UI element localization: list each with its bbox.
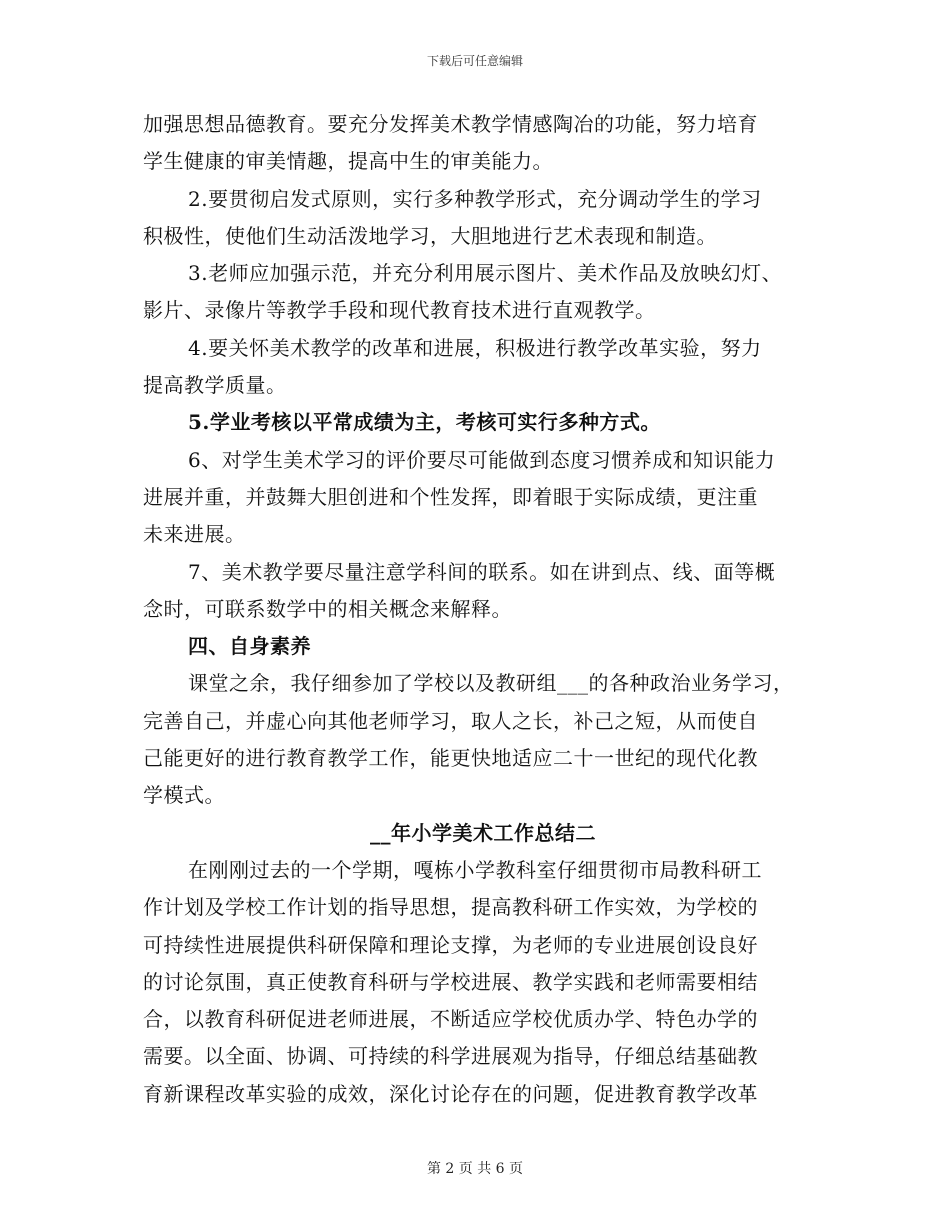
body-text-line: 的讨论氛围，真正使教育科研与学校进展、教学实践和老师需要相结 (143, 969, 758, 994)
page-number: 第 2 页 共 6 页 (426, 1161, 524, 1177)
body-text-line: 四、自身素养 (188, 634, 311, 659)
body-text-line: 6、对学生美术学习的评价要尽可能做到态度习惯养成和知识能力 (188, 447, 776, 472)
body-text-line: 课堂之余，我仔细参加了学校以及教研组___的各种政治业务学习， (188, 671, 794, 696)
body-text-line: 提高教学质量。 (143, 373, 287, 398)
body-text-line: 在刚刚过去的一个学期，嘎栋小学教科室仔细贯彻市局教科研工 (188, 857, 762, 882)
body-text-line: 3.老师应加强示范，并充分利用展示图片、美术作品及放映幻灯、 (188, 261, 783, 286)
section-heading: __年小学美术工作总结二 (370, 820, 596, 845)
body-text-line: 念时，可联系数学中的相关概念来解释。 (143, 596, 512, 621)
document-body (143, 106, 823, 1113)
body-text-line: 进展并重，并鼓舞大胆创进和个性发挥，即着眼于实际成绩，更注重 (143, 484, 758, 509)
body-text-line: 完善自己，并虚心向其他老师学习，取人之长，补己之短，从而使自 (143, 708, 758, 733)
body-text-line: 积极性，使他们生动活泼地学习，大胆地进行艺术表现和制造。 (143, 223, 717, 248)
body-text-line: 7、美术教学要尽量注意学科间的联系。如在讲到点、线、面等概 (188, 559, 776, 584)
body-text-line: 作计划及学校工作计划的指导思想，提高教科研工作实效，为学校的 (143, 895, 758, 920)
page-header-note: 下载后可任意编辑 (426, 54, 523, 68)
body-text-line: 可持续性进展提供科研保障和理论支撑，为老师的专业进展创设良好 (143, 932, 758, 957)
body-text-line: 2.要贯彻启发式原则，实行多种教学形式，充分调动学生的学习 (188, 186, 762, 211)
body-text-line: 合，以教育科研促进老师进展，不断适应学校优质办学、特色办学的 (143, 1007, 758, 1032)
body-text-line: 影片、录像片等教学手段和现代教育技术进行直观教学。 (143, 298, 656, 323)
body-text-line: 5.学业考核以平常成绩为主，考核可实行多种方式。 (188, 410, 661, 435)
body-text-line: 育新课程改革实验的成效，深化讨论存在的问题，促进教育教学改革 (143, 1081, 758, 1106)
body-text-line: 学生健康的审美情趣，提高中生的审美能力。 (143, 149, 553, 174)
body-text-line: 加强思想品德教育。要充分发挥美术教学情感陶冶的功能，努力培育 (143, 112, 758, 136)
body-text-line: 未来进展。 (143, 522, 246, 547)
body-text-line: 需要。以全面、协调、可持续的科学进展观为指导，仔细总结基础教 (143, 1044, 758, 1069)
body-text-line: 学模式。 (143, 783, 225, 808)
body-text-line: 己能更好的进行教育教学工作，能更快地适应二十一世纪的现代化教 (143, 746, 758, 771)
body-text-line: 4.要关怀美术教学的改革和进展，积极进行教学改革实验，努力 (188, 335, 762, 360)
